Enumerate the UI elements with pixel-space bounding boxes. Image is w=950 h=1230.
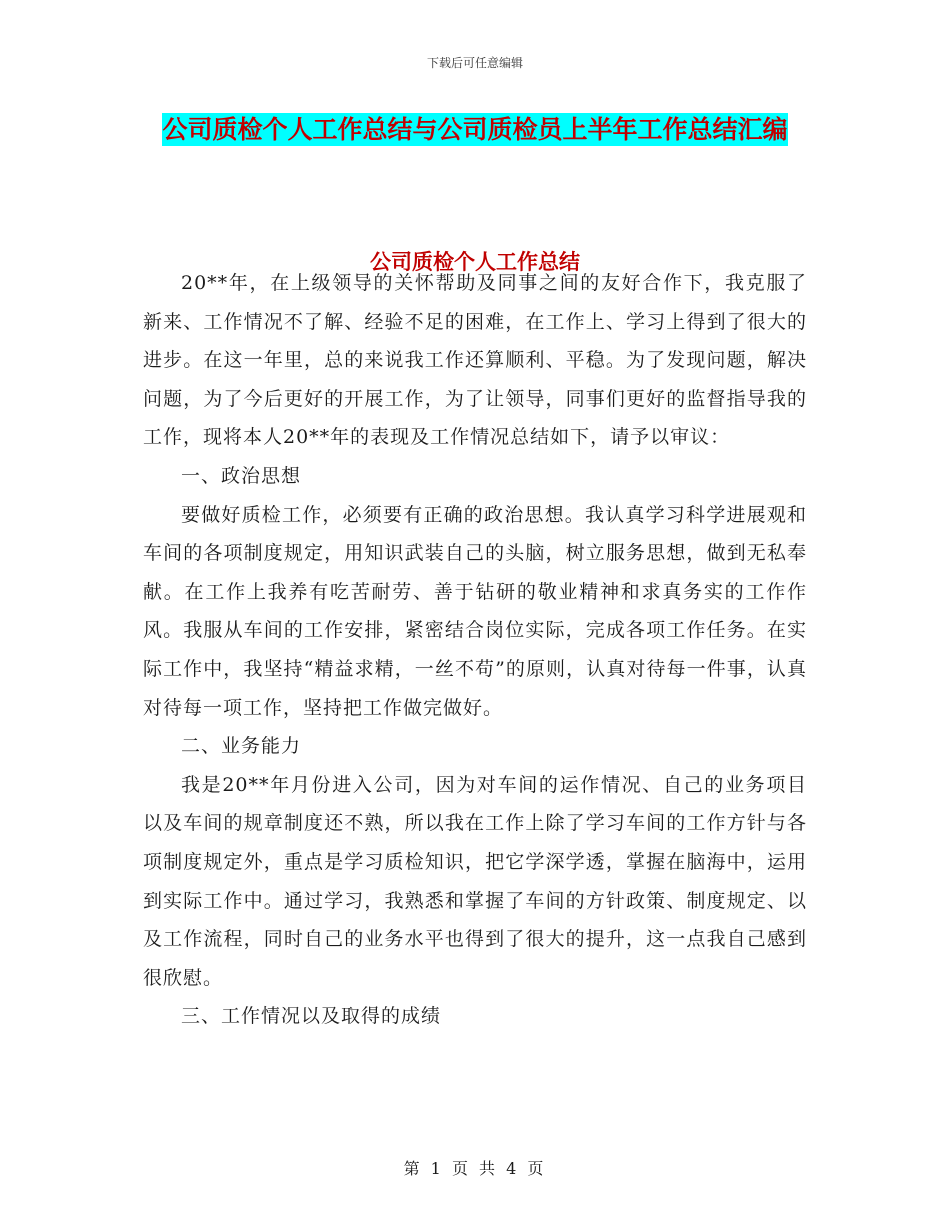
heading-business-ability: 二、业务能力 — [181, 735, 302, 758]
document-title-text: 公司质检个人工作总结与公司质检员上半年工作总结汇编 — [162, 115, 788, 144]
document-body — [143, 264, 807, 1036]
page-footer: 第 1 页 共 4 页 — [403, 1159, 547, 1178]
heading-work-situation: 三、工作情况以及取得的成绩 — [181, 1005, 442, 1028]
paragraph-political-thought: 要做好质检工作，必须要有正确的政治思想。我认真学习科学进展观和车间的各项制度规定，用知识武装自己的头脑，树立服务思想，做到无私奉献。在工作上我养有吃苦耐劳、善于钻研的敬业精神和求真务实的工作作风。我服从车间的工作安排，紧密结合岗位实际，完成各项工作任务。在实际工作中，我坚持“精益求精，一丝不苟”的原则，认真对待每一件事，认真对待每一项工作，坚持把工作做完做好。 — [143, 503, 807, 719]
paragraph-business-ability: 我是20**年月份进入公司，因为对车间的运作情况、自己的业务项目以及车间的规章制度还不熟，所以我在工作上除了学习车间的工作方针与各项制度规定外，重点是学习质检知识，把它学深学透，掌握在脑海中，运用到实际工作中。通过学习，我熟悉和掌握了车间的方针政策、制度规定、以及工作流程，同时自己的业务水平也得到了很大的提升，这一点我自己感到很欣慰。 — [143, 773, 807, 989]
header-note: 下载后可任意编辑 — [426, 56, 523, 70]
section-title: 公司质检个人工作总结 — [370, 250, 580, 274]
document-title — [143, 110, 807, 150]
paragraph-intro: 20**年，在上级领导的关怀帮助及同事之间的友好合作下，我克服了新来、工作情况不了解、经验不足的困难，在工作上、学习上得到了很大的进步。在这一年里，总的来说我工作还算顺利、平稳。为了发现问题，解决问题，为了今后更好的开展工作，为了让领导，同事们更好的监督指导我的工作，现将本人20**年的表现及工作情况总结如下，请予以审议： — [143, 272, 807, 449]
heading-political-thought: 一、政治思想 — [181, 464, 302, 487]
